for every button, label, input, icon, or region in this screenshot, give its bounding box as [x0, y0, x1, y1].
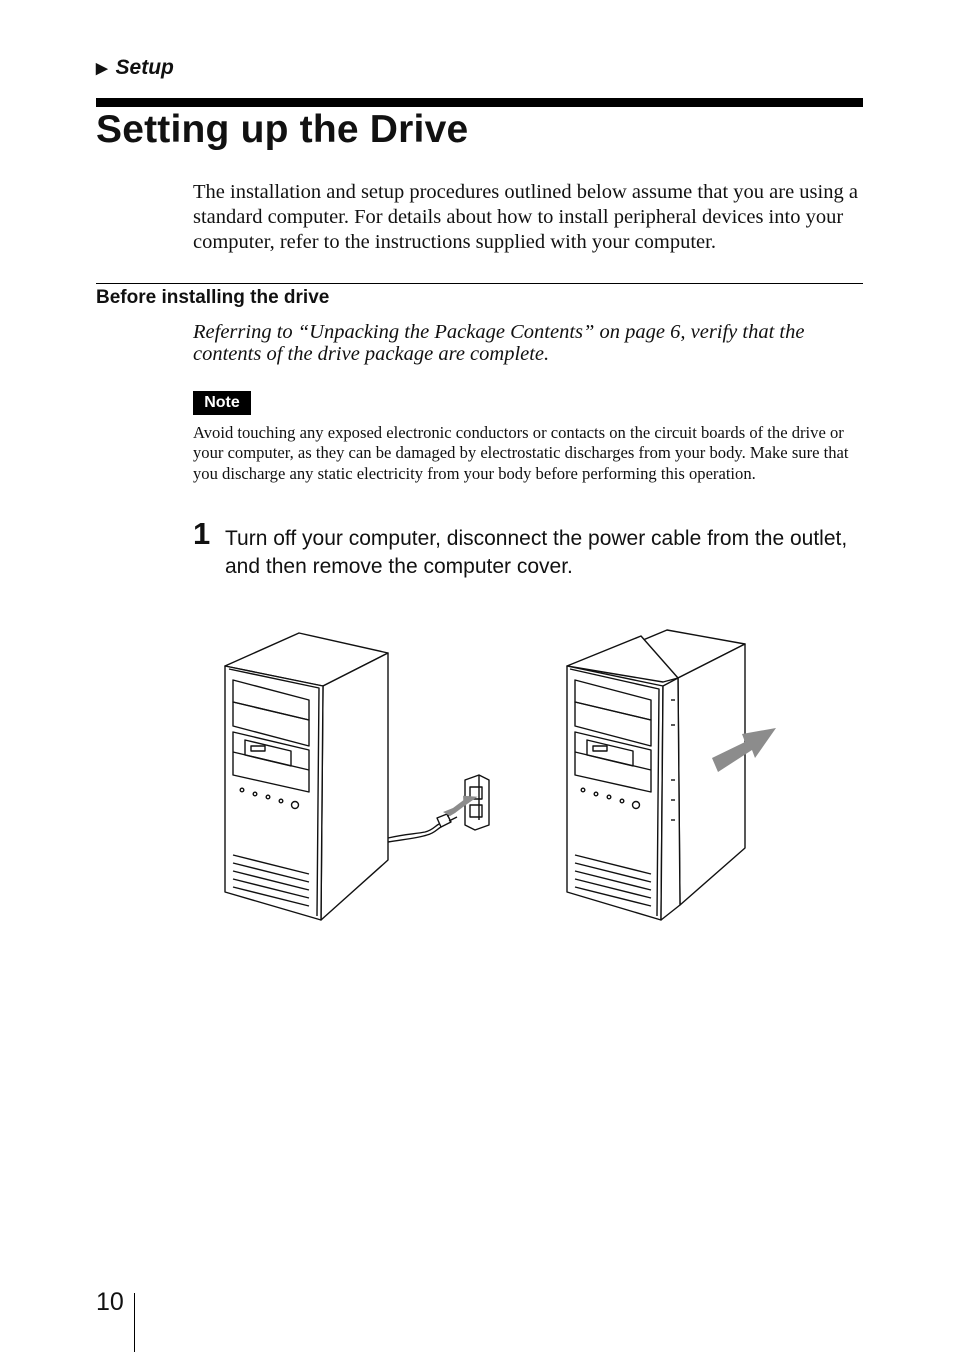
- page-number: 10: [96, 1288, 124, 1316]
- intro-paragraph: The installation and setup procedures outlined below assume that you are using a standard computer. For details about how to install peripheral devices into your computer, refer to the instructions supplied with your computer.: [193, 181, 858, 253]
- section-label: Setup: [115, 56, 174, 79]
- note-text: Avoid touching any exposed electronic conductors or contacts on the circuit boards of the drive or your computer, as they can be damaged by electrostatic discharges from your body. Make sure that you discharge any static electricity from your body before performing this operation.: [193, 423, 849, 483]
- illustration: [215, 620, 785, 930]
- section-breadcrumb: [96, 56, 174, 80]
- triangle-right-icon: ▶: [96, 60, 108, 77]
- step-text: Turn off your computer, disconnect the power cable from the outlet, and then remove the computer cover.: [225, 527, 848, 578]
- page-number-divider: [134, 1293, 135, 1352]
- header-rule: [96, 98, 863, 107]
- note-badge: Note: [193, 391, 251, 415]
- computer-cover-removal-icon: [567, 630, 745, 920]
- page-title: Setting up the Drive: [96, 108, 469, 151]
- section-divider: [96, 283, 863, 284]
- step-number: 1: [193, 516, 211, 551]
- computer-tower-unplug-icon: [225, 633, 489, 920]
- subsection-heading: Before installing the drive: [96, 287, 330, 308]
- instruction-paragraph: Referring to “Unpacking the Package Contents” on page 6, verify that the contents of the drive package are complete.: [193, 321, 805, 365]
